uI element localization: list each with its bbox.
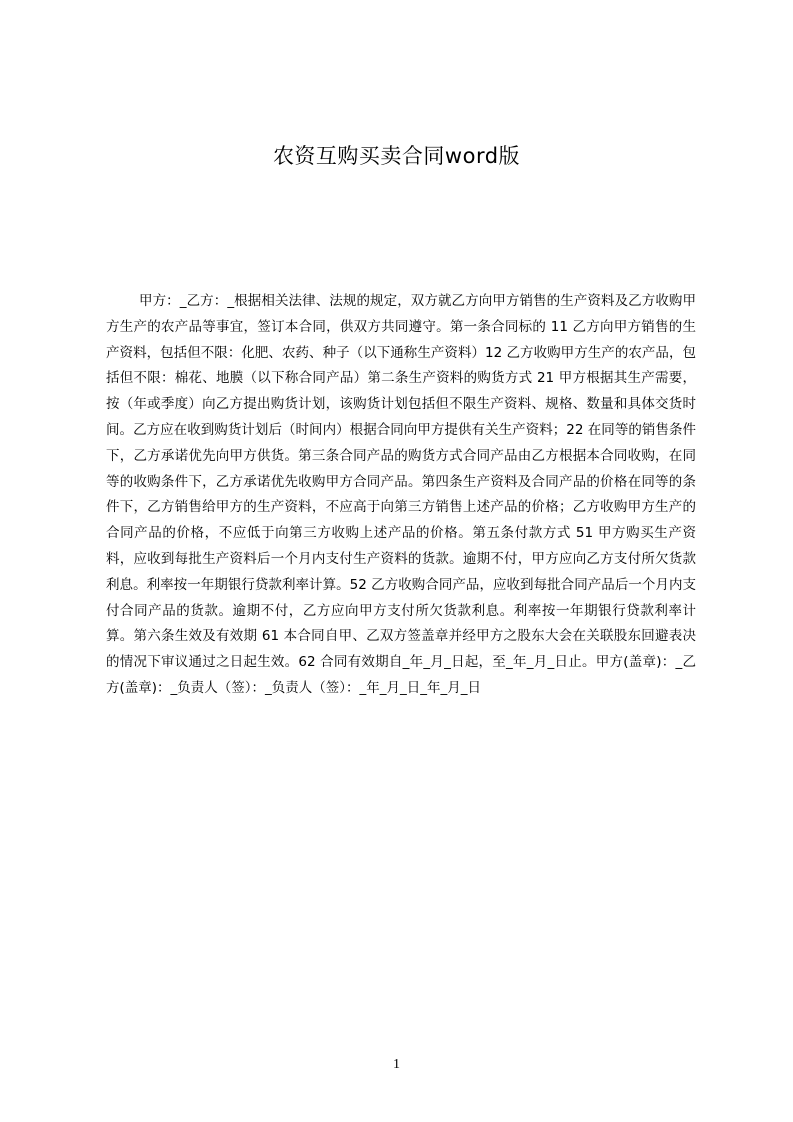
document-title: 农资互购买卖合同word版 <box>272 144 521 168</box>
contract-body-paragraph: 甲方：_乙方：_根据相关法律、法规的规定，双方就乙方向甲方销售的生产资料及乙方收购甲方生产的农产品等事宜，签订本合同，供双方共同遵守。第一条合同标的 11 乙方向甲方销售的生产资料，包括但不限：化肥、农药、种子（以下通称生产资料）12 乙方收购甲方生产的农产品，包括但不限：棉花、地膜（以下称合同产品）第二条生产资料的购货方式 21 甲方根据其生产需要，按（年或季度）向乙方提出购货计划，该购货计划包括但不限生产资料、规格、数量和具体交货时间。乙方应在收到购货计划后（时间内）根据合同向甲方提供有关生产资料；22 在同等的销售条件下，乙方承诺优先向甲方供货。第三条合同产品的购货方式合同产品由乙方根据本合同收购，在同等的收购条件下，乙方承诺优先收购甲方合同产品。第四条生产资料及合同产品的价格在同等的条件下，乙方销售给甲方的生产资料，不应高于向第三方销售上述产品的价格；乙方收购甲方生产的合同产品的价格，不应低于向第三方收购上述产品的价格。第五条付款方式 51 甲方购买生产资料，应收到每批生产资料后一个月内支付生产资料的货款。逾期不付，甲方应向乙方支付所欠货款利息。利率按一年期银行贷款利率计算。52 乙方收购合同产品，应收到每批合同产品后一个月内支付合同产品的货款。逾期不付，乙方应向甲方支付所欠货款利息。利率按一年期银行贷款利率计算。第六条生效及有效期 61 本合同自甲、乙双方签盖章并经甲方之股东大会在关联股东回避表决的情况下审议通过之日起生效。62 合同有效期自_年_月_日起，至_年_月_日止。甲方(盖章)：_乙方(盖章)：_负责人（签）：_负责人（签）：_年_月_日_年_月_日 <box>106 293 696 696</box>
page-number: 1 <box>393 1057 400 1072</box>
